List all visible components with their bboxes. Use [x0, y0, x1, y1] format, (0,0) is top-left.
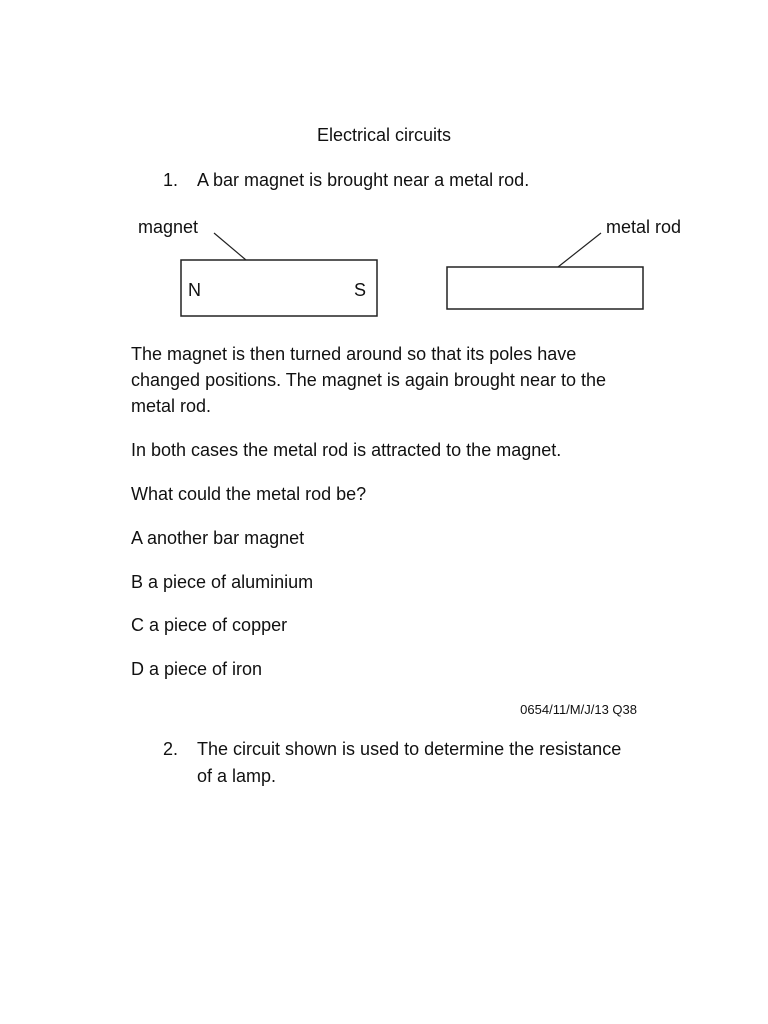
paragraph-turned-around: The magnet is then turned around so that its poles have changed positions. The magnet is again brought near to the metal rod. [131, 344, 606, 416]
question-2-number: 2. [163, 739, 179, 759]
bar-magnet [181, 260, 377, 316]
option-a: A another bar magnet [131, 528, 305, 548]
metal-rod [447, 267, 643, 309]
magnet-label: magnet [138, 217, 199, 237]
option-c: C a piece of copper [131, 615, 288, 635]
rod-leader-line [558, 233, 601, 267]
question-prompt: What could the metal rod be? [131, 484, 367, 504]
option-b: B a piece of aluminium [131, 572, 314, 592]
question-reference: 0654/11/M/J/13 Q38 [520, 702, 637, 717]
question-1-text: A bar magnet is brought near a metal rod. [197, 170, 530, 190]
question-2-text-line-1: The circuit shown is used to determine the resistance [197, 739, 622, 759]
magnet-leader-line [214, 233, 246, 260]
north-pole-label: N [188, 280, 201, 300]
paragraph-attracted: In both cases the metal rod is attracted to the magnet. [131, 440, 562, 460]
option-d: D a piece of iron [131, 659, 263, 679]
metal-rod-label: metal rod [606, 217, 682, 237]
page-title: Electrical circuits [316, 125, 452, 145]
question-1-number: 1. [163, 170, 179, 190]
south-pole-label: S [354, 280, 367, 300]
question-2-text-line-2: of a lamp. [197, 766, 277, 786]
